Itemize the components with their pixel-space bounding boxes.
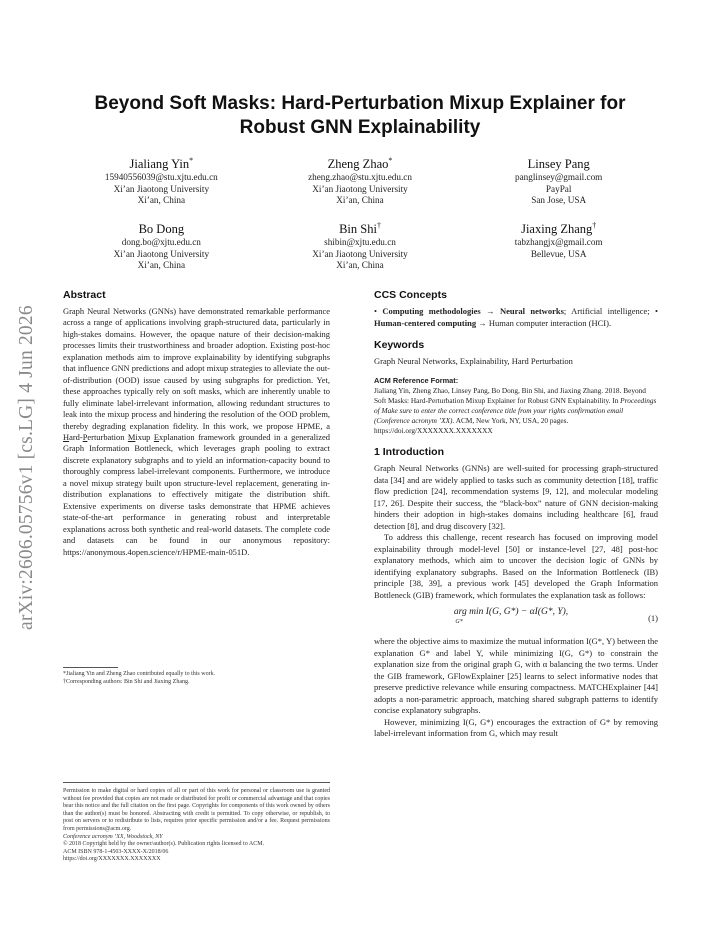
equation-1: arg min I(G, G*) − αI(G*, Y), $^{G*}$ (1): [453, 607, 658, 625]
permission-doi-link[interactable]: https://doi.org/XXXXXXX.XXXXXXX: [63, 856, 161, 863]
right-column: [374, 289, 658, 740]
ccs-text: • Computing methodologies → Neural networks; Artificial intelligence; • Human-centered computing → Human computer interaction (HCI).: [374, 306, 659, 328]
intro-heading: 1 Introduction: [374, 446, 444, 458]
intro-paragraph-2: To address this challenge, recent research has focused on improving model explainability through model-level [50] or instance-level [27, 48] post-hoc explanatory methods, which aim to uncover the decision logic of GNNs by identifying explanatory subgraphs. Based on the Information Bottleneck (IB) principle [38, 39], a previous work [45] developed the Graph Information Bottleneck (GIB) framework, which formulates the explanation task as follows:: [374, 532, 658, 600]
acm-ref-heading: ACM Reference Format:: [374, 375, 459, 385]
keywords-text: Graph Neural Networks, Explainability, Hard Perturbation: [374, 356, 573, 366]
author-email: zheng.zhao@stu.xjtu.edu.cn: [308, 172, 412, 183]
acm-ref-text: Jialiang Yin, Zheng Zhao, Linsey Pang, Bo Dong, Bin Shi, and Jiaxing Zhang. 2018. Beyond Soft Masks: Hard-Perturbation Mixup Explainer for Robust GNN Explainability. In Proceedings of Make sure to enter the correct conference title from your rights confirmation email (Conference acronym ’XX). ACM, New York, NY, USA, 20 pages. https://doi.org/XXXXXXX.XXXXXXX: [374, 386, 657, 435]
permission-rule: [63, 782, 330, 783]
footnote-equal-contribution: *Jialiang Yin and Zheng Zhao contributed equally to this work.: [63, 671, 216, 677]
author-yin: Jialiang Yin* 15940556039@stu.xjtu.edu.cn Xi’an Jiaotong University Xi’an, China: [62, 153, 261, 207]
author-pang: Linsey Pang panglinsey@gmail.com PayPal San Jose, USA: [459, 153, 658, 207]
intro-paragraph-4: However, minimizing I(G, G*) encourages the extraction of G* by removing label-irrelevant information from G, which may result: [374, 716, 658, 738]
author-zhang: Jiaxing Zhang† tabzhangjx@gmail.com Bellevue, USA: [459, 218, 658, 272]
author-email: panglinsey@gmail.com: [515, 172, 603, 183]
abstract-heading: Abstract: [63, 289, 106, 301]
left-column: [63, 289, 330, 558]
author-email: 15940556039@stu.xjtu.edu.cn: [104, 172, 218, 183]
footnote-corresponding: †Corresponding authors: Bin Shi and Jiaxing Zhang.: [63, 679, 190, 685]
author-email: dong.bo@xjtu.edu.cn: [121, 237, 201, 248]
author-dong: Bo Dong dong.bo@xjtu.edu.cn Xi’an Jiaotong University Xi’an, China: [62, 218, 261, 272]
author-row-2: [62, 218, 658, 272]
intro-paragraph-3: where the objective aims to maximize the mutual information I(G*, Y) between the explanation G* and label Y, while minimizing I(G, G*) to constrain the explanation size from the original graph G, with α balancing the two terms. Under the GIB framework, GFlowExplainer [25] learns to select informative nodes that preserve predictive relevance while ensuring compactness. MATCHExplainer [44] adopts a non-parametric approach, matching shared subgraph patterns to identify concise explanatory subgraphs.: [374, 636, 658, 715]
permission-block: Permission to make digital or hard copies of all or part of this work for personal or classroom use is granted without fee provided that copies are not made or distributed for profit or commercial advantage and that copies bear this notice and the full citation on the first page. Copyrights for components of this work owned by others than the author(s) must be honored. Abstracting with credit is permitted. To copy otherwise, or republish, to post on servers or to redistribute to lists, requires prior specific permission and/or a fee. Request permissions from permissions@acm.org. Conference acronym ’XX, Woodstock, NY © 2018 Copyright held by the owner/author(s). Publication rights licensed to ACM. ACM ISBN 978-1-4503-XXXX-X/2018/06 https://doi.org/XXXXXXX.XXXXXXX: [63, 788, 330, 863]
author-email: shibin@xjtu.edu.cn: [324, 237, 396, 248]
arxiv-watermark: arXiv:2606.05756v1 [cs.LG] 4 Jun 2026: [16, 305, 37, 630]
author-row-1: [62, 153, 658, 207]
ccs-heading: CCS Concepts: [374, 289, 447, 301]
author-email: tabzhangjx@gmail.com: [514, 237, 603, 248]
intro-paragraph-1: Graph Neural Networks (GNNs) are well-suited for processing graph-structured data [34] and are widely applied to tasks such as community detection [18], traffic flow prediction [24], recommendation systems [9, 12], and molecular modeling [17, 26]. Despite their success, the “black-box” nature of GNN decision-making hinders their adoption in high-stakes domains including healthcare [6], fraud detection [8], and drug discovery [32].: [374, 463, 658, 531]
footnote-rule: [63, 667, 118, 668]
equation-number: (1): [648, 613, 658, 624]
author-shi: Bin Shi† shibin@xjtu.edu.cn Xi’an Jiaotong University Xi’an, China: [261, 218, 460, 272]
abstract-text: Graph Neural Networks (GNNs) have demonstrated remarkable performance across a range of applications involving graph-structured data, particularly in high-stakes domains. However, the opaque nature of their decision-making processes limits their trustworthiness and broader adoption. Existing post-hoc explanation methods aim to improve explainability by identifying subgraphs that influence GNN predictions and adopt mixup strategies to alleviate the out-of-distribution (OOD) issue caused by using subgraphs for prediction. Yet, these approaches typically rely on soft masks, which are inherently unable to fully eliminate label-irrelevant information, allowing redundant structures to leak into the mixup process and hindering the resolution of the OOD problem, thereby degrading explanation fidelity. In this work, we propose HPME, a Hard-Perturbation Mixup Explanation framework grounded in a generalized Graph Information Bottleneck, which leverages graph pooling to extract discrete explanatory subgraphs and to yield an information-capacity bound to thoroughly compress label-irrelevant components. Furthermore, we introduce a novel mixup strategy built upon structure-level replacement, generating in-distribution explanations to effectively mitigate the distribution shift. Extensive experiments on diverse tasks demonstrate that HPME achieves state-of-the-art performance in generating robust and interpretable explanations across both synthetic and real-world datasets. The complete code and datasets can be found in our anonymous repository: https://anonymous.4open.science/r/HPME-main-051D.: [63, 306, 330, 557]
keywords-heading: Keywords: [374, 339, 425, 351]
author-zhao: Zheng Zhao* zheng.zhao@stu.xjtu.edu.cn Xi’an Jiaotong University Xi’an, China: [261, 153, 460, 207]
author-block: [62, 153, 658, 283]
footnotes: [63, 670, 330, 686]
paper-title: Beyond Soft Masks: Hard-Perturbation Mixup Explainer for Robust GNN Explainability: [94, 93, 626, 138]
